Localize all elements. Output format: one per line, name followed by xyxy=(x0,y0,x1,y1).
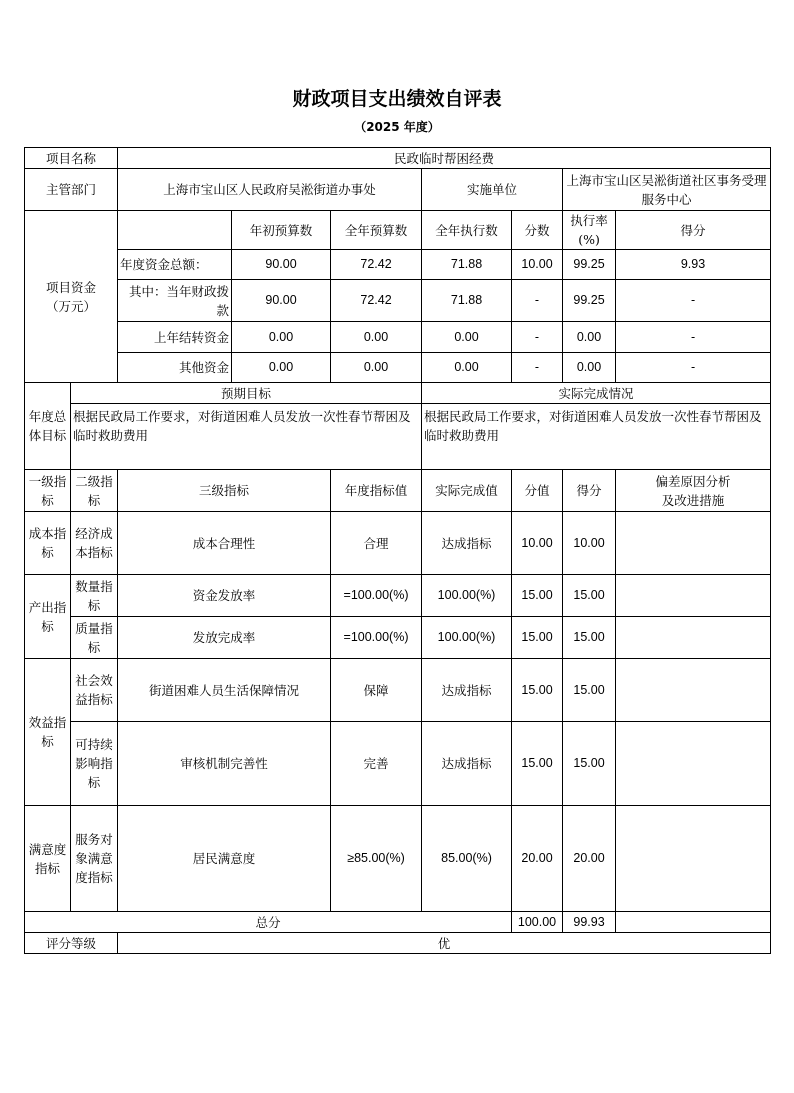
dept-row xyxy=(25,169,771,211)
goals-header-row xyxy=(25,383,771,404)
funds-cell: 0.00 xyxy=(422,322,512,353)
project-name-value: 民政临时帮困经费 xyxy=(118,148,771,169)
funds-header-score: 得分 xyxy=(616,211,771,250)
funds-cell: 0.00 xyxy=(563,353,616,383)
indicator-score: 15.00 xyxy=(563,659,616,722)
funds-cell: 99.25 xyxy=(563,250,616,280)
indicator-actual: 达成指标 xyxy=(422,512,512,575)
indicator-header-l2: 二级指标 xyxy=(71,470,118,512)
indicator-target: 完善 xyxy=(331,722,422,806)
funds-row-other xyxy=(25,353,771,383)
indicator-l1: 满意度指标 xyxy=(25,806,71,912)
indicator-actual: 达成指标 xyxy=(422,722,512,806)
indicator-l2: 可持续影响指标 xyxy=(71,722,118,806)
funds-cell: - xyxy=(512,322,563,353)
indicator-header-row xyxy=(25,470,771,512)
indicator-l2: 服务对象满意度指标 xyxy=(71,806,118,912)
indicator-score: 20.00 xyxy=(563,806,616,912)
document-subtitle: （2025 年度） xyxy=(354,120,440,134)
funds-cell: - xyxy=(616,322,771,353)
funds-row-total xyxy=(25,250,771,280)
indicator-header-note: 偏差原因分析 及改进措施 xyxy=(616,470,771,512)
total-weight: 100.00 xyxy=(512,912,563,933)
funds-row-label: 其他资金 xyxy=(118,353,232,383)
indicator-target: 保障 xyxy=(331,659,422,722)
indicator-target: ≥85.00(%) xyxy=(331,806,422,912)
indicator-l3: 居民满意度 xyxy=(118,806,331,912)
indicator-row xyxy=(25,617,771,659)
dept-label: 主管部门 xyxy=(25,169,118,211)
indicator-l3: 资金发放率 xyxy=(118,575,331,617)
indicator-note xyxy=(616,659,771,722)
dept-value: 上海市宝山区人民政府吴淞街道办事处 xyxy=(118,169,422,211)
indicator-row xyxy=(25,659,771,722)
funds-cell: 72.42 xyxy=(331,280,422,322)
indicator-actual: 达成指标 xyxy=(422,659,512,722)
funds-cell: 0.00 xyxy=(331,353,422,383)
indicator-l1: 成本指标 xyxy=(25,512,71,575)
funds-header-executed: 全年执行数 xyxy=(422,211,512,250)
indicator-l2: 质量指标 xyxy=(71,617,118,659)
funds-cell: 90.00 xyxy=(232,250,331,280)
indicator-note xyxy=(616,575,771,617)
indicator-header-score: 得分 xyxy=(563,470,616,512)
indicator-header-target: 年度指标值 xyxy=(331,470,422,512)
funds-header-annual: 全年预算数 xyxy=(331,211,422,250)
indicator-row xyxy=(25,806,771,912)
indicator-header-actual: 实际完成值 xyxy=(422,470,512,512)
indicator-weight: 15.00 xyxy=(512,722,563,806)
indicator-score: 15.00 xyxy=(563,575,616,617)
actual-completion-label: 实际完成情况 xyxy=(422,383,771,404)
funds-cell: 9.93 xyxy=(616,250,771,280)
project-name-label: 项目名称 xyxy=(25,148,118,169)
funds-cell: 0.00 xyxy=(232,322,331,353)
funds-row-fiscal xyxy=(25,280,771,322)
impl-unit-value: 上海市宝山区吴淞街道社区事务受理服务中心 xyxy=(563,169,771,211)
indicator-l2: 数量指标 xyxy=(71,575,118,617)
indicator-score: 15.00 xyxy=(563,722,616,806)
indicator-l2: 经济成本指标 xyxy=(71,512,118,575)
funds-cell: 0.00 xyxy=(232,353,331,383)
indicator-target: 合理 xyxy=(331,512,422,575)
indicator-actual: 100.00(%) xyxy=(422,575,512,617)
funds-cell: 71.88 xyxy=(422,280,512,322)
funds-cell: - xyxy=(512,280,563,322)
indicator-l1: 效益指标 xyxy=(25,659,71,806)
grade-row xyxy=(25,933,771,954)
indicator-header-weight: 分值 xyxy=(512,470,563,512)
expected-goal-text: 根据民政局工作要求，对街道困难人员发放一次性春节帮困及临时救助费用 xyxy=(71,404,422,470)
funds-cell: 90.00 xyxy=(232,280,331,322)
indicator-l3: 街道困难人员生活保障情况 xyxy=(118,659,331,722)
funds-cell: 72.42 xyxy=(331,250,422,280)
document-title: 财政项目支出绩效自评表 xyxy=(292,88,502,110)
funds-cell: 0.00 xyxy=(422,353,512,383)
goals-content-row xyxy=(25,404,771,470)
indicator-row xyxy=(25,512,771,575)
indicator-note xyxy=(616,722,771,806)
indicator-l3: 成本合理性 xyxy=(118,512,331,575)
funds-cell: - xyxy=(616,353,771,383)
expected-goal-label: 预期目标 xyxy=(71,383,422,404)
indicator-target: =100.00(%) xyxy=(331,617,422,659)
indicator-l1: 产出指标 xyxy=(25,575,71,659)
indicator-l3: 审核机制完善性 xyxy=(118,722,331,806)
grade-value: 优 xyxy=(118,933,771,954)
total-row xyxy=(25,912,771,933)
indicator-note xyxy=(616,617,771,659)
funds-cell: 0.00 xyxy=(563,322,616,353)
total-label: 总分 xyxy=(25,912,512,933)
funds-cell: - xyxy=(616,280,771,322)
funds-row-label: 上年结转资金 xyxy=(118,322,232,353)
funds-cell: 0.00 xyxy=(331,322,422,353)
indicator-row xyxy=(25,722,771,806)
actual-completion-text: 根据民政局工作要求，对街道困难人员发放一次性春节帮困及临时救助费用 xyxy=(422,404,771,470)
indicator-target: =100.00(%) xyxy=(331,575,422,617)
indicator-weight: 15.00 xyxy=(512,617,563,659)
funds-row-label: 其中：当年财政拨款 xyxy=(118,280,232,322)
funds-cell: 10.00 xyxy=(512,250,563,280)
funds-header-initial: 年初预算数 xyxy=(232,211,331,250)
impl-unit-label: 实施单位 xyxy=(422,169,563,211)
indicator-score: 10.00 xyxy=(563,512,616,575)
indicator-row xyxy=(25,575,771,617)
indicator-header-l1: 一级指标 xyxy=(25,470,71,512)
funds-cell: - xyxy=(512,353,563,383)
indicator-note xyxy=(616,806,771,912)
funds-header-blank xyxy=(118,211,232,250)
indicator-header-l3: 三级指标 xyxy=(118,470,331,512)
funds-cell: 71.88 xyxy=(422,250,512,280)
indicator-l3: 发放完成率 xyxy=(118,617,331,659)
total-score: 99.93 xyxy=(563,912,616,933)
goals-label: 年度总体目标 xyxy=(25,383,71,470)
indicator-weight: 10.00 xyxy=(512,512,563,575)
indicator-note xyxy=(616,512,771,575)
grade-label: 评分等级 xyxy=(25,933,118,954)
performance-table xyxy=(24,147,771,954)
indicator-score: 15.00 xyxy=(563,617,616,659)
funds-header-row xyxy=(25,211,771,250)
funds-row-label: 年度资金总额： xyxy=(118,250,232,280)
funds-label: 项目资金 （万元） xyxy=(25,211,118,383)
indicator-weight: 20.00 xyxy=(512,806,563,912)
indicator-weight: 15.00 xyxy=(512,575,563,617)
funds-header-rate: 执行率(%) xyxy=(563,211,616,250)
indicator-actual: 100.00(%) xyxy=(422,617,512,659)
funds-cell: 99.25 xyxy=(563,280,616,322)
funds-row-carryover xyxy=(25,322,771,353)
funds-header-points: 分数 xyxy=(512,211,563,250)
indicator-actual: 85.00(%) xyxy=(422,806,512,912)
indicator-weight: 15.00 xyxy=(512,659,563,722)
total-note xyxy=(616,912,771,933)
project-name-row xyxy=(25,148,771,169)
indicator-l2: 社会效益指标 xyxy=(71,659,118,722)
